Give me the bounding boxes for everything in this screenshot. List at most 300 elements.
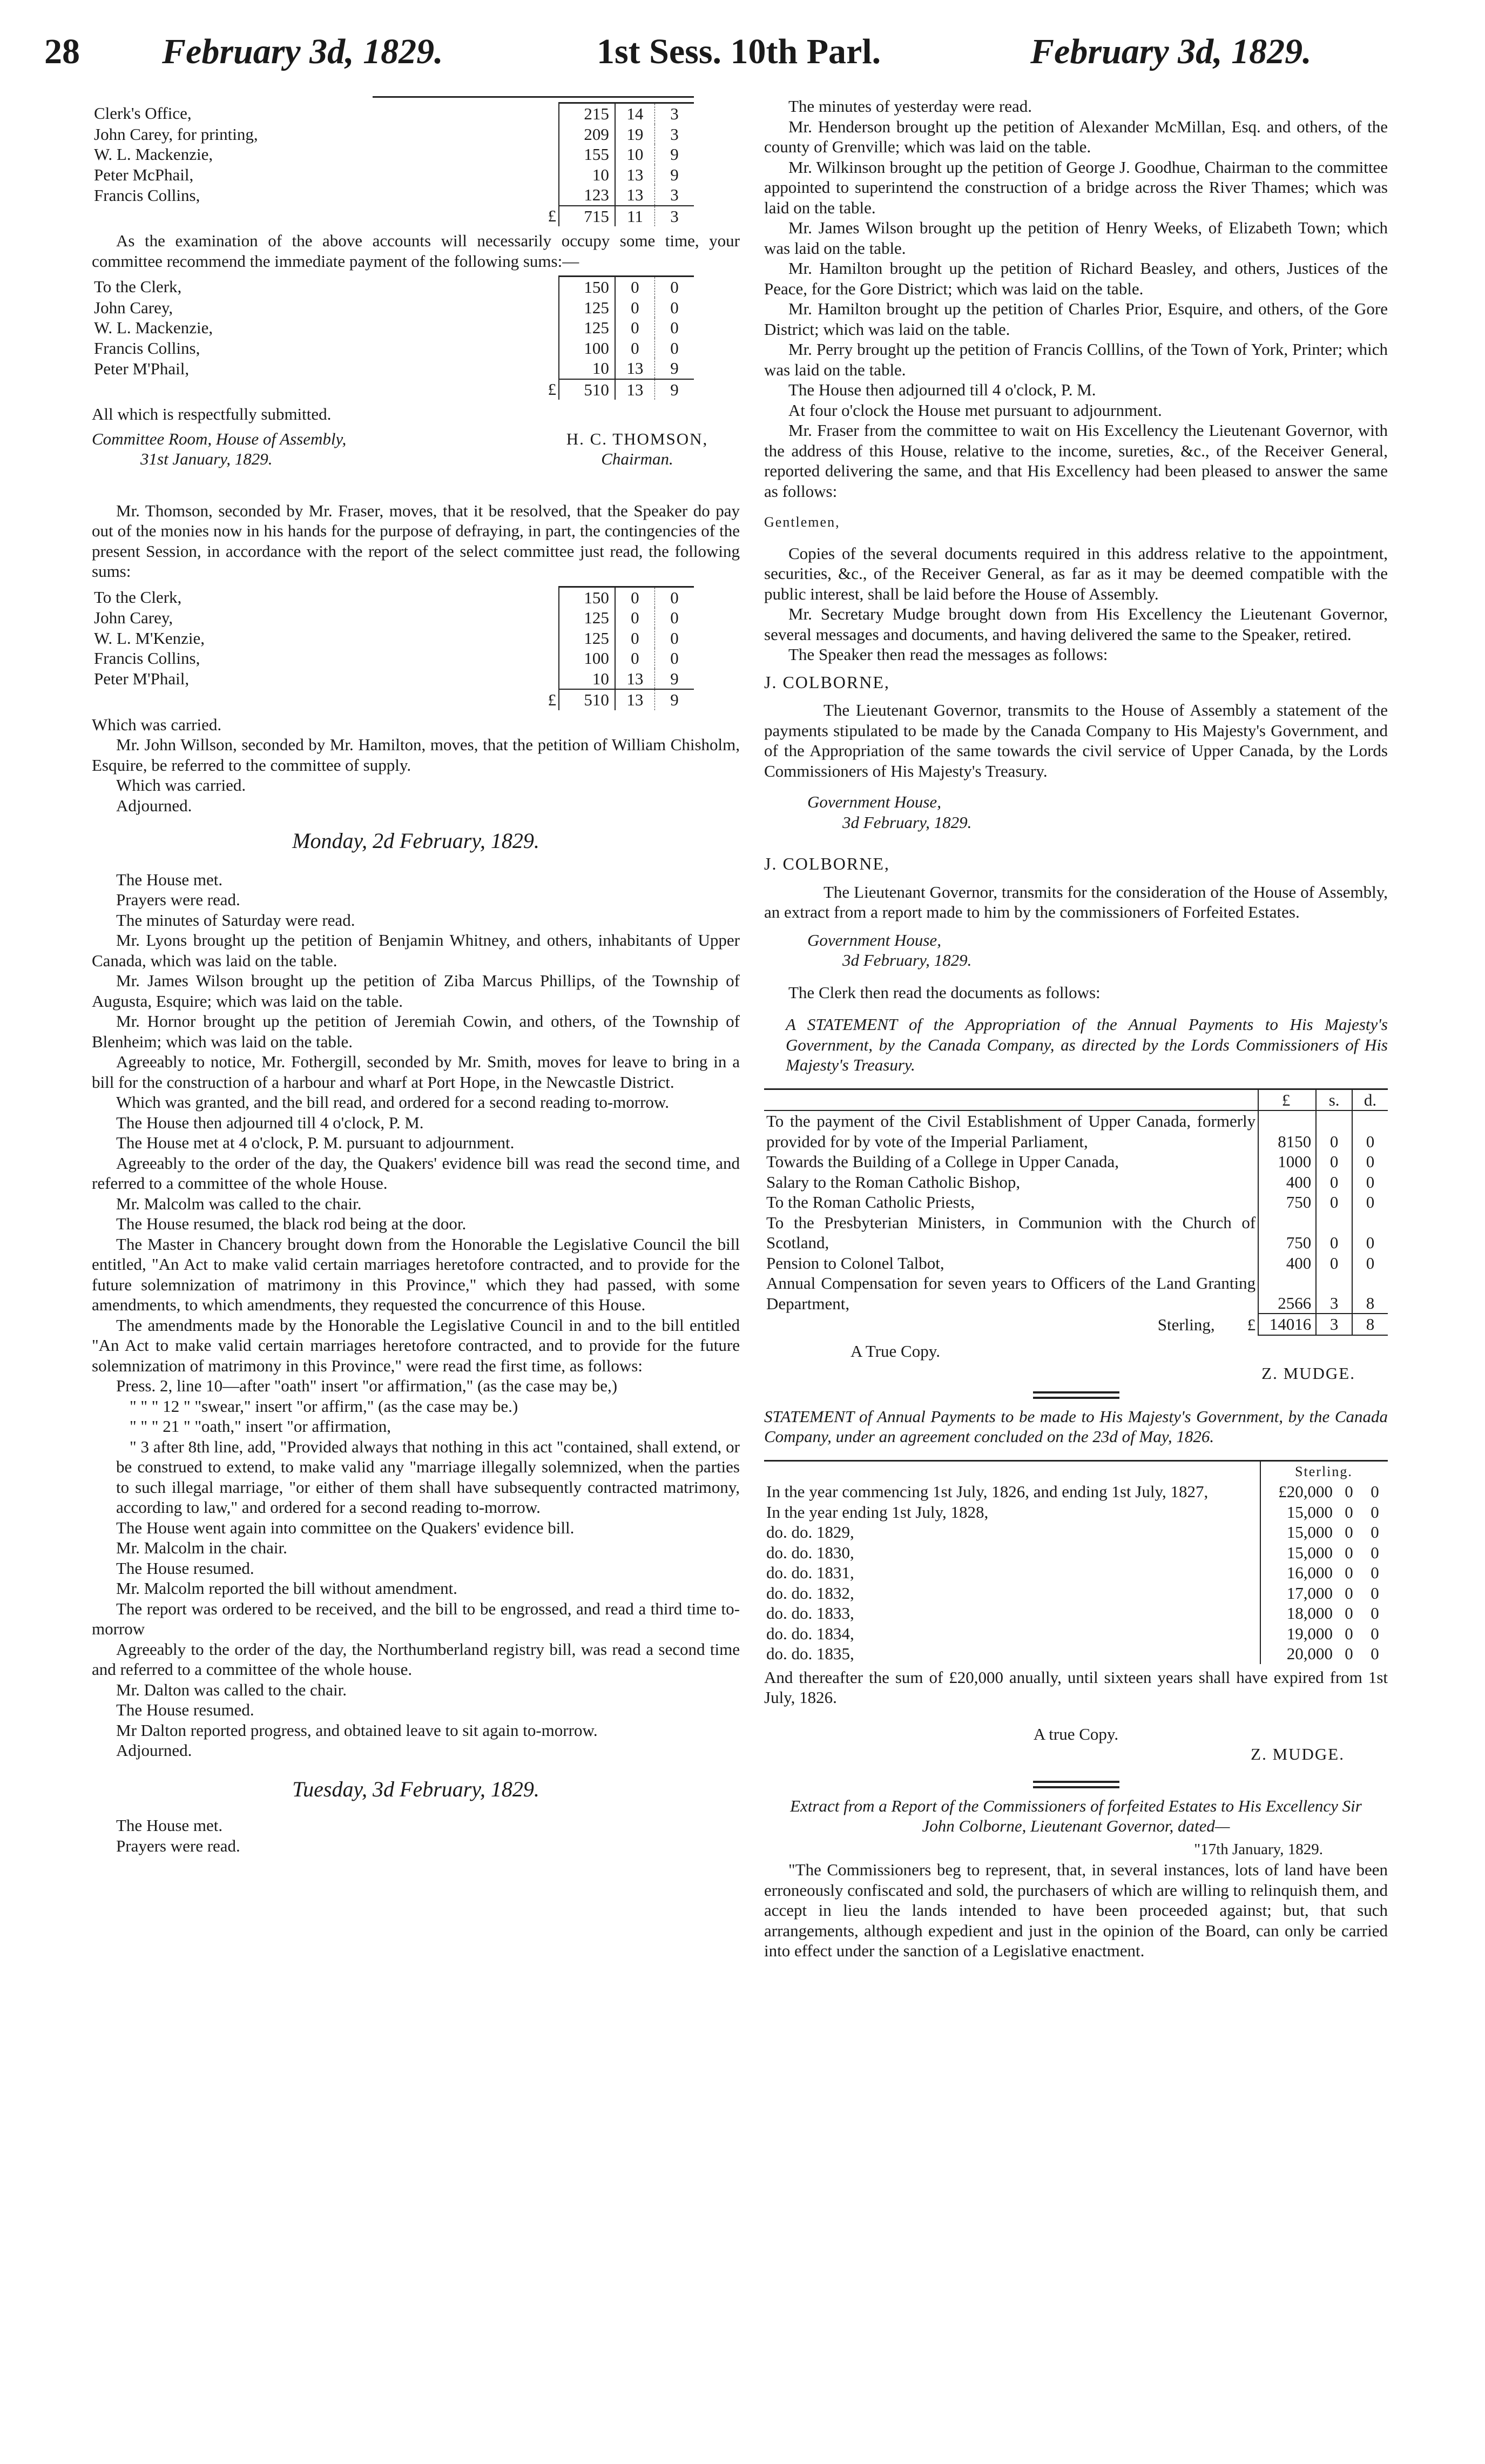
payment-shillings: 0 xyxy=(1345,1644,1353,1663)
payment-pence: 0 xyxy=(1371,1604,1379,1623)
table-row xyxy=(764,1522,1388,1543)
statement-header-item xyxy=(764,1089,1258,1110)
true-copy-block-1 xyxy=(764,1341,1388,1362)
currency-cell xyxy=(531,358,559,379)
statement-header-row xyxy=(764,1089,1388,1110)
shillings-cell: 0 xyxy=(1316,1110,1352,1152)
page-number: 28 xyxy=(44,32,80,71)
payment-shillings: 0 xyxy=(1345,1604,1353,1623)
pence-cell: 0 xyxy=(670,628,679,648)
table-row xyxy=(92,358,694,379)
shillings-cell: 0 xyxy=(615,648,655,669)
tuesday-proceedings xyxy=(92,1815,740,1856)
account-name: John Carey, xyxy=(94,298,173,317)
total-spacer xyxy=(92,689,531,710)
tuesday-proceedings-continued xyxy=(764,96,1388,501)
submitted-line: All which is respectfully submitted. xyxy=(92,405,332,423)
pence-cell: 8 xyxy=(1366,1293,1375,1312)
message2-dateline xyxy=(807,930,1388,971)
account-name: W. L. M'Kenzie, xyxy=(94,628,205,648)
paragraph: The report was ordered to be received, and the bill to be engrossed, and read a third time to-morrow xyxy=(92,1599,740,1638)
monday-proceedings xyxy=(92,870,740,1376)
accounts-table-2 xyxy=(92,275,694,400)
total-pence: 3 xyxy=(654,206,694,227)
paragraph: Mr. Dalton was called to the chair. xyxy=(116,1680,347,1699)
payment-shillings: 0 xyxy=(1345,1563,1353,1582)
total-pounds: 715 xyxy=(559,206,615,227)
shillings-cell: 0 xyxy=(615,608,655,628)
payments-note: And thereafter the sum of £20,000 anually, until sixteen years shall have expired from 1st July, 1826. xyxy=(764,1667,1388,1707)
pounds-cell: 1000 xyxy=(1258,1152,1316,1172)
account-name: John Carey, for printing, xyxy=(94,124,258,144)
account-name: Francis Collins, xyxy=(94,338,200,358)
account-name: Peter M'Phail, xyxy=(94,359,190,378)
pounds-cell: 2566 xyxy=(1258,1273,1316,1314)
table-row xyxy=(764,1482,1388,1502)
statement-header-shillings: s. xyxy=(1316,1089,1352,1110)
paragraph: The House met. xyxy=(116,870,223,889)
pounds-cell: 123 xyxy=(559,185,615,206)
amendments-list xyxy=(92,1376,740,1518)
paragraph: The House resumed, the black rod being at the door. xyxy=(116,1214,467,1233)
paragraph: Adjourned. xyxy=(116,796,192,815)
payment-period: do. do. 1829, xyxy=(766,1523,854,1541)
pence-cell: 9 xyxy=(670,359,679,378)
paragraph: Mr. Lyons brought up the petition of Benjamin Whitney, and others, inhabitants of Upper Canada, which was laid on the table. xyxy=(92,931,740,970)
table-row xyxy=(764,1152,1388,1172)
pounds-cell: 150 xyxy=(559,587,615,608)
shillings-cell: 13 xyxy=(615,165,655,185)
payment-amount: 17,000 xyxy=(1260,1583,1336,1604)
pence-cell: 0 xyxy=(1366,1253,1375,1273)
message1-date: 3d February, 1829. xyxy=(842,812,972,832)
amendment-line: " " " 21 " "oath," insert "or affirmation, xyxy=(130,1417,392,1436)
pounds-cell: 215 xyxy=(559,103,615,124)
paragraph: Agreeably to the order of the day, the Northumberland registry bill, was read a second time and referred to a committee of the whole house. xyxy=(92,1639,740,1679)
statement-header-pence: d. xyxy=(1352,1089,1388,1110)
pounds-cell: 10 xyxy=(559,165,615,185)
pounds-cell: 209 xyxy=(559,124,615,145)
message1-signature: J. COLBORNE, xyxy=(764,672,890,692)
currency-cell xyxy=(531,165,559,185)
accounts-table-1 xyxy=(92,102,694,226)
message-proceedings xyxy=(764,543,1388,665)
amendment-line: " " " 12 " "swear," insert "or affirm," (as the case may be.) xyxy=(130,1396,518,1416)
pounds-cell: 125 xyxy=(559,318,615,338)
table-row xyxy=(764,1273,1388,1314)
total-pence: 8 xyxy=(1352,1314,1388,1335)
table-row xyxy=(92,587,694,608)
shillings-cell: 0 xyxy=(1316,1152,1352,1172)
paragraph: Mr. Perry brought up the petition of Francis Colllins, of the Town of York, Printer; which was laid on the table. xyxy=(764,340,1388,379)
pounds-cell: 8150 xyxy=(1258,1110,1316,1152)
table-row xyxy=(764,1563,1388,1583)
payment-pence: 0 xyxy=(1371,1563,1379,1582)
paragraph: The minutes of yesterday were read. xyxy=(788,97,1032,116)
shillings-cell: 0 xyxy=(1316,1253,1352,1274)
currency-cell xyxy=(531,608,559,628)
shillings-cell: 13 xyxy=(615,358,655,379)
monday-proceedings-continued xyxy=(92,1518,740,1761)
shillings-cell: 0 xyxy=(615,587,655,608)
total-pence: 9 xyxy=(654,689,694,710)
pence-cell: 0 xyxy=(670,338,679,358)
mudge-signature-1: Z. MUDGE. xyxy=(1261,1364,1355,1383)
paragraph: Copies of the several documents required in this address relative to the appointment, securities, &c., of the Receiver General, as far as it may be deemed compatible with the public interest, shall be laid before the House of Assembly. xyxy=(764,543,1388,603)
payment-shillings: 0 xyxy=(1345,1502,1353,1522)
pounds-cell: 155 xyxy=(559,144,615,165)
committee-room xyxy=(92,429,346,469)
payment-pence: 0 xyxy=(1371,1523,1379,1541)
total-shillings: 13 xyxy=(615,689,655,710)
table-row xyxy=(92,144,694,165)
paragraph: Prayers were read. xyxy=(116,1836,240,1855)
header-date-right: February 3d, 1829. xyxy=(1030,32,1312,71)
payment-pence: 0 xyxy=(1371,1482,1379,1501)
paragraph: Which was granted, and the bill read, and ordered for a second reading to-morrow. xyxy=(116,1093,670,1112)
table-row xyxy=(92,608,694,628)
total-pence: 9 xyxy=(654,379,694,400)
paragraph: Mr. Hamilton brought up the petition of Richard Beasley, and others, Justices of the Peace, for the Gore District; which was laid on the table. xyxy=(764,259,1388,298)
true-copy-label: A True Copy. xyxy=(850,1341,940,1361)
total-label: Sterling, xyxy=(1157,1315,1215,1334)
account-name: W. L. Mackenzie, xyxy=(94,318,213,337)
paragraph: Which was carried. xyxy=(116,776,246,795)
payment-pence: 0 xyxy=(1371,1644,1379,1663)
pence-cell: 0 xyxy=(670,298,679,317)
tuesday-heading: Tuesday, 3d February, 1829. xyxy=(292,1776,539,1801)
payments-header-spacer xyxy=(764,1460,1260,1482)
account-name: Francis Collins, xyxy=(94,185,200,205)
pounds-cell: 750 xyxy=(1258,1192,1316,1213)
table-row xyxy=(92,124,694,145)
pence-cell: 0 xyxy=(654,587,694,608)
payment-amount: 19,000 xyxy=(1260,1624,1336,1644)
payment-pence: 0 xyxy=(1371,1502,1379,1522)
paragraph: Mr. John Willson, seconded by Mr. Hamilton, moves, that the petition of William Chisholm, Esquire, be referred to the committee of supply. xyxy=(92,735,740,775)
total-currency: £ xyxy=(1247,1315,1256,1334)
paragraph: Mr. James Wilson brought up the petition of Henry Weeks, of Elizabeth Town; which was laid on the table. xyxy=(764,218,1388,258)
table-row xyxy=(92,103,694,124)
total-shillings: 11 xyxy=(615,206,655,227)
account-name: Clerk's Office, xyxy=(94,104,192,123)
statement-header-pounds: £ xyxy=(1258,1089,1316,1110)
paragraph: Mr. Hornor brought up the petition of Jeremiah Cowin, and others, of the Township of Blenheim; which was laid on the table. xyxy=(92,1012,740,1051)
extract-text: "The Commissioners beg to represent, that, in several instances, lots of land have been erroneously confiscated and sold, the purchasers of which are willing to relinquish them, and accept in lieu the lands intended to have been proceeded against; but, that such arrangements, although expedient and just in the opinion of the Board, can only be carried into effect under the sanction of a Legislative enactment. xyxy=(764,1860,1388,1960)
double-rule xyxy=(1033,1391,1119,1399)
committee-room-place: Committee Room, House of Assembly, xyxy=(92,429,347,448)
currency-cell xyxy=(531,587,559,608)
message2-signature: J. COLBORNE, xyxy=(764,854,890,873)
pence-cell: 3 xyxy=(654,103,694,124)
table-row xyxy=(764,1583,1388,1604)
message1-dateline xyxy=(807,792,1388,832)
shillings-cell: 0 xyxy=(1316,1213,1352,1253)
payment-amount: 16,000 xyxy=(1260,1563,1336,1583)
clerk-read-line: The Clerk then read the documents as follows: xyxy=(788,982,1101,1002)
paragraph: Agreeably to the order of the day, the Quakers' evidence bill was read the second time, and referred to a committee of the whole House. xyxy=(92,1153,740,1193)
statement-title: A STATEMENT of the Appropriation of the Annual Payments to His Majesty's Government, by the Canada Company, as directed by the Lords Commissioners of His Majesty's Treasury. xyxy=(786,1015,1388,1074)
pounds-cell: 750 xyxy=(1258,1213,1316,1253)
table-row xyxy=(764,1543,1388,1563)
total-row xyxy=(92,206,694,227)
pounds-cell: 100 xyxy=(559,338,615,359)
paragraph: Mr. Henderson brought up the petition of Alexander McMillan, Esq. and others, of the county of Grenville; which was laid on the table. xyxy=(764,117,1388,156)
currency-cell xyxy=(531,648,559,669)
right-column xyxy=(764,96,1388,1961)
paragraph: Mr. Malcolm in the chair. xyxy=(116,1538,287,1557)
payment-amount: 15,000 xyxy=(1260,1502,1336,1523)
pounds-cell: 400 xyxy=(1258,1172,1316,1193)
header-session: 1st Sess. 10th Parl. xyxy=(597,32,881,71)
table-row xyxy=(764,1192,1388,1213)
message2-date: 3d February, 1829. xyxy=(842,951,972,970)
total-pounds: 510 xyxy=(559,379,615,400)
payment-period: do. do. 1830, xyxy=(766,1543,854,1562)
currency-cell xyxy=(531,103,559,124)
pence-cell: 0 xyxy=(1366,1233,1375,1252)
extract-title: Extract from a Report of the Commissioners of forfeited Estates to His Excellency Sir John Colborne, Lieutenant Governor, dated— xyxy=(790,1796,1362,1835)
statement-item: Towards the Building of a College in Upper Canada, xyxy=(766,1152,1119,1171)
gentlemen-salutation: Gentlemen, xyxy=(764,514,840,530)
pence-cell: 0 xyxy=(670,608,679,627)
amendment-line: " 3 after 8th line, add, "Provided always that nothing in this act "contained, shall extend, or be construed to extend, to make valid any "marriage illegally solemnized, when the parties to such illegal marriage, "or either of them shall have subsequently contracted matrimony, according to law," and ordered for a second reading to-morrow. xyxy=(116,1437,740,1517)
payment-shillings: 0 xyxy=(1345,1543,1353,1562)
message2-text: The Lieutenant Governor, transmits for the consideration of the House of Assembly, an extract from a report made to him by the commissioners of Forfeited Estates. xyxy=(764,882,1388,921)
shillings-cell: 0 xyxy=(615,318,655,338)
paragraph: Mr. Secretary Mudge brought down from His Excellency the Lieutenant Governor, several messages and documents, and having delivered the same to the Speaker, retired. xyxy=(764,604,1388,644)
total-currency: £ xyxy=(548,206,557,225)
payment-amount: 15,000 xyxy=(1260,1522,1336,1543)
left-column xyxy=(92,96,740,1856)
table-top-rule xyxy=(373,96,694,98)
paragraph: The Master in Chancery brought down from the Honorable the Legislative Council the bill entitled, "An Act to make valid certain marriages heretofore contracted, and to provide for the future solemnization of matrimony in this Province," which they had passed, with some amendments, to which amendments, they requested the concurrence of this House. xyxy=(92,1234,740,1314)
payment-amount: £20,000 xyxy=(1260,1482,1336,1502)
committee-room-date: 31st January, 1829. xyxy=(140,449,273,468)
statement-item: Annual Compensation for seven years to Officers of the Land Granting Department, xyxy=(766,1274,1256,1313)
pence-cell: 0 xyxy=(654,277,694,298)
header-date-left: February 3d, 1829. xyxy=(162,32,443,71)
paragraph: Mr. Malcolm was called to the chair. xyxy=(116,1194,362,1213)
double-rule xyxy=(1033,1781,1119,1788)
currency-cell xyxy=(531,338,559,359)
paragraph: Adjourned. xyxy=(116,1741,192,1760)
pence-cell: 0 xyxy=(1366,1132,1375,1151)
pounds-cell: 10 xyxy=(559,358,615,379)
pence-cell: 9 xyxy=(670,145,679,164)
pounds-cell: 125 xyxy=(559,608,615,628)
payment-period: do. do. 1834, xyxy=(766,1624,854,1643)
pounds-cell: 400 xyxy=(1258,1253,1316,1274)
chairman-signature xyxy=(535,429,740,469)
paragraph: Agreeably to notice, Mr. Fothergill, seconded by Mr. Smith, moves for leave to bring in a bill for the construction of a harbour and wharf at Port Hope, in the Newcastle District. xyxy=(92,1052,740,1092)
currency-cell xyxy=(531,277,559,298)
paragraph: Mr. Thomson, seconded by Mr. Fraser, moves, that it be resolved, that the Speaker do pay out of the monies now in his hands for the purpose of defraying, in part, the contingencies of the present Session, in accordance with the report of the select committee just read, the following sums: xyxy=(92,501,740,581)
pounds-cell: 100 xyxy=(559,648,615,669)
signer-name: H. C. THOMSON, xyxy=(566,429,708,448)
table-row xyxy=(92,338,694,359)
table-row xyxy=(764,1172,1388,1193)
paragraph: Mr Dalton reported progress, and obtained leave to sit again to-morrow. xyxy=(116,1720,598,1740)
shillings-cell: 0 xyxy=(615,628,655,649)
payment-period: In the year ending 1st July, 1828, xyxy=(766,1502,989,1522)
table-row xyxy=(764,1213,1388,1253)
payments-header-label: Sterling. xyxy=(1260,1460,1388,1482)
payment-pence: 0 xyxy=(1371,1543,1379,1562)
payment-period: do. do. 1832, xyxy=(766,1583,854,1603)
account-name: Francis Collins, xyxy=(94,649,200,668)
shillings-cell: 0 xyxy=(615,338,655,359)
payment-amount: 20,000 xyxy=(1260,1644,1336,1664)
currency-cell xyxy=(531,124,559,145)
statement-item: To the payment of the Civil Establishment of Upper Canada, formerly provided for by vote of the Imperial Parliament, xyxy=(766,1112,1256,1151)
pence-cell: 9 xyxy=(670,165,679,184)
paragraph: The House resumed. xyxy=(116,1700,254,1719)
shillings-cell: 0 xyxy=(1316,1192,1352,1213)
total-pounds: 510 xyxy=(559,689,615,710)
message1-text: The Lieutenant Governor, transmits to the House of Assembly a statement of the payments stipulated to be made by the Canada Company to His Majesty's Government, and of the Appropriation of the same towards the civil service of Upper Canada, by the Lords Commissioners of His Majesty's Treasury. xyxy=(764,701,1388,780)
paragraph: The House met. xyxy=(116,1816,223,1835)
pence-cell: 0 xyxy=(1366,1172,1375,1191)
shillings-cell: 19 xyxy=(615,124,655,145)
pounds-cell: 125 xyxy=(559,298,615,318)
paragraph: The House then adjourned till 4 o'clock, P. M. xyxy=(788,380,1096,399)
shillings-cell: 13 xyxy=(615,185,655,206)
pence-cell: 0 xyxy=(1366,1152,1375,1171)
paragraph: Mr. Wilkinson brought up the petition of George J. Goodhue, Chairman to the committee appointed to superintend the construction of a bridge across the River Thames; which was laid on the table. xyxy=(764,157,1388,217)
total-shillings: 13 xyxy=(615,379,655,400)
table-row xyxy=(92,165,694,185)
total-currency: £ xyxy=(548,690,557,709)
currency-cell xyxy=(531,298,559,318)
total-row xyxy=(92,379,694,400)
currency-cell xyxy=(531,185,559,206)
table-row xyxy=(764,1253,1388,1274)
pounds-cell: 10 xyxy=(559,669,615,690)
currency-cell xyxy=(531,318,559,338)
accounts-table-3 xyxy=(92,586,694,710)
table-row xyxy=(764,1110,1388,1152)
paragraph: Mr. Hamilton brought up the petition of Charles Prior, Esquire, and others, of the Gore District; which was laid on the table. xyxy=(764,299,1388,339)
account-name: Peter M'Phail, xyxy=(94,669,190,688)
paragraph: The House resumed. xyxy=(116,1558,254,1578)
statement-item: Pension to Colonel Talbot, xyxy=(766,1253,944,1273)
table-row xyxy=(92,628,694,649)
shillings-cell: 10 xyxy=(615,144,655,165)
payment-period: do. do. 1833, xyxy=(766,1604,854,1623)
paragraph: Mr. Malcolm reported the bill without amendment. xyxy=(116,1579,457,1598)
signer-title: Chairman. xyxy=(601,449,673,468)
paragraph: Which was carried. xyxy=(92,715,222,734)
table-row xyxy=(92,277,694,298)
payment-shillings: 0 xyxy=(1345,1583,1353,1603)
mudge-signature-2: Z. MUDGE. xyxy=(1251,1745,1345,1763)
payments-table xyxy=(764,1460,1388,1664)
table-row xyxy=(92,298,694,318)
total-currency: £ xyxy=(548,380,557,399)
paragraph: As the examination of the above accounts will necessarily occupy some time, your committee recommend the immediate payment of the following sums:— xyxy=(92,231,740,271)
amendment-line: Press. 2, line 10—after "oath" insert "or affirmation," (as the case may be,) xyxy=(116,1376,618,1395)
table-row xyxy=(764,1502,1388,1523)
payment-shillings: 0 xyxy=(1345,1482,1353,1501)
table-row xyxy=(92,669,694,690)
currency-cell xyxy=(531,669,559,690)
payment-period: In the year commencing 1st July, 1826, and ending 1st July, 1827, xyxy=(766,1482,1209,1501)
paragraph: At four o'clock the House met pursuant to adjournment. xyxy=(788,400,1162,420)
shillings-cell: 14 xyxy=(615,103,655,124)
payment-amount: 18,000 xyxy=(1260,1603,1336,1624)
payment-pence: 0 xyxy=(1371,1624,1379,1643)
payment-amount: 15,000 xyxy=(1260,1543,1336,1563)
payment-period: do. do. 1835, xyxy=(766,1644,854,1663)
shillings-cell: 13 xyxy=(615,669,655,690)
statement-item: Salary to the Roman Catholic Bishop, xyxy=(766,1172,1021,1191)
paragraph: Mr. James Wilson brought up the petition of Ziba Marcus Phillips, of the Township of Augusta, Esquire; which was laid on the table. xyxy=(92,971,740,1011)
payment-shillings: 0 xyxy=(1345,1624,1353,1643)
currency-cell xyxy=(531,144,559,165)
total-spacer xyxy=(92,206,531,227)
payment-pence: 0 xyxy=(1371,1583,1379,1603)
paragraph: The House then adjourned till 4 o'clock, P. M. xyxy=(116,1113,424,1132)
paragraph: The amendments made by the Honorable the Legislative Council in and to the bill entitled "An Act to make valid certain marriages heretofore contracted, and to provide for the future solemnization of matrimony in this Province," were read the first time, as follows: xyxy=(92,1315,740,1375)
shillings-cell: 0 xyxy=(1316,1172,1352,1193)
pence-cell: 9 xyxy=(670,669,679,688)
total-row xyxy=(92,689,694,710)
message1-place: Government House, xyxy=(807,792,941,811)
currency-cell xyxy=(531,628,559,649)
account-name: W. L. Mackenzie, xyxy=(94,145,213,164)
payments-title: STATEMENT of Annual Payments to be made to His Majesty's Government, by the Canada Company, under an agreement concluded on the 23d of May, 1826. xyxy=(764,1406,1388,1446)
total-spacer xyxy=(92,379,531,400)
statement-item: To the Presbyterian Ministers, in Communion with the Church of Scotland, xyxy=(766,1213,1256,1252)
shillings-cell: 0 xyxy=(615,277,655,298)
true-copy-label-2: A true Copy. xyxy=(1033,1724,1119,1743)
account-name: John Carey, xyxy=(94,608,173,627)
total-shillings: 3 xyxy=(1316,1314,1352,1335)
appropriation-table xyxy=(764,1088,1388,1336)
paragraph: The House went again into committee on the Quakers' evidence bill. xyxy=(116,1518,575,1537)
pence-cell: 3 xyxy=(670,124,679,144)
pounds-cell: 125 xyxy=(559,628,615,649)
account-name: To the Clerk, xyxy=(94,277,182,297)
shillings-cell: 0 xyxy=(615,298,655,318)
statement-total-label xyxy=(764,1314,1258,1335)
pence-cell: 0 xyxy=(670,318,679,337)
table-row xyxy=(92,185,694,206)
statement-item: To the Roman Catholic Priests, xyxy=(766,1193,975,1211)
pence-cell: 3 xyxy=(670,185,679,204)
total-pounds: 14016 xyxy=(1258,1314,1316,1335)
monday-heading: Monday, 2d February, 1829. xyxy=(292,829,539,853)
committee-signature xyxy=(92,429,740,469)
paragraph: Prayers were read. xyxy=(116,890,240,909)
paragraph: Mr. Fraser from the committee to wait on His Excellency the Lieutenant Governor, with the address of this House, relative to the income, sureties, &c., of the Receiver General, reported delivering the same, and that His Excellency had been pleased to answer the same as follows: xyxy=(764,421,1388,501)
table-row xyxy=(764,1603,1388,1624)
paragraph: The minutes of Saturday were read. xyxy=(116,910,355,930)
pence-cell: 0 xyxy=(670,649,679,668)
shillings-cell: 3 xyxy=(1316,1273,1352,1314)
payment-shillings: 0 xyxy=(1345,1523,1353,1541)
table-row xyxy=(764,1624,1388,1644)
account-name: To the Clerk, xyxy=(94,587,182,607)
account-name: Peter McPhail, xyxy=(94,165,194,184)
payment-period: do. do. 1831, xyxy=(766,1563,854,1582)
extract-date: "17th January, 1829. xyxy=(1194,1840,1323,1858)
table-row xyxy=(92,318,694,338)
paragraph: The Speaker then read the messages as follows: xyxy=(788,645,1108,664)
table-row xyxy=(764,1644,1388,1664)
pounds-cell: 150 xyxy=(559,277,615,298)
